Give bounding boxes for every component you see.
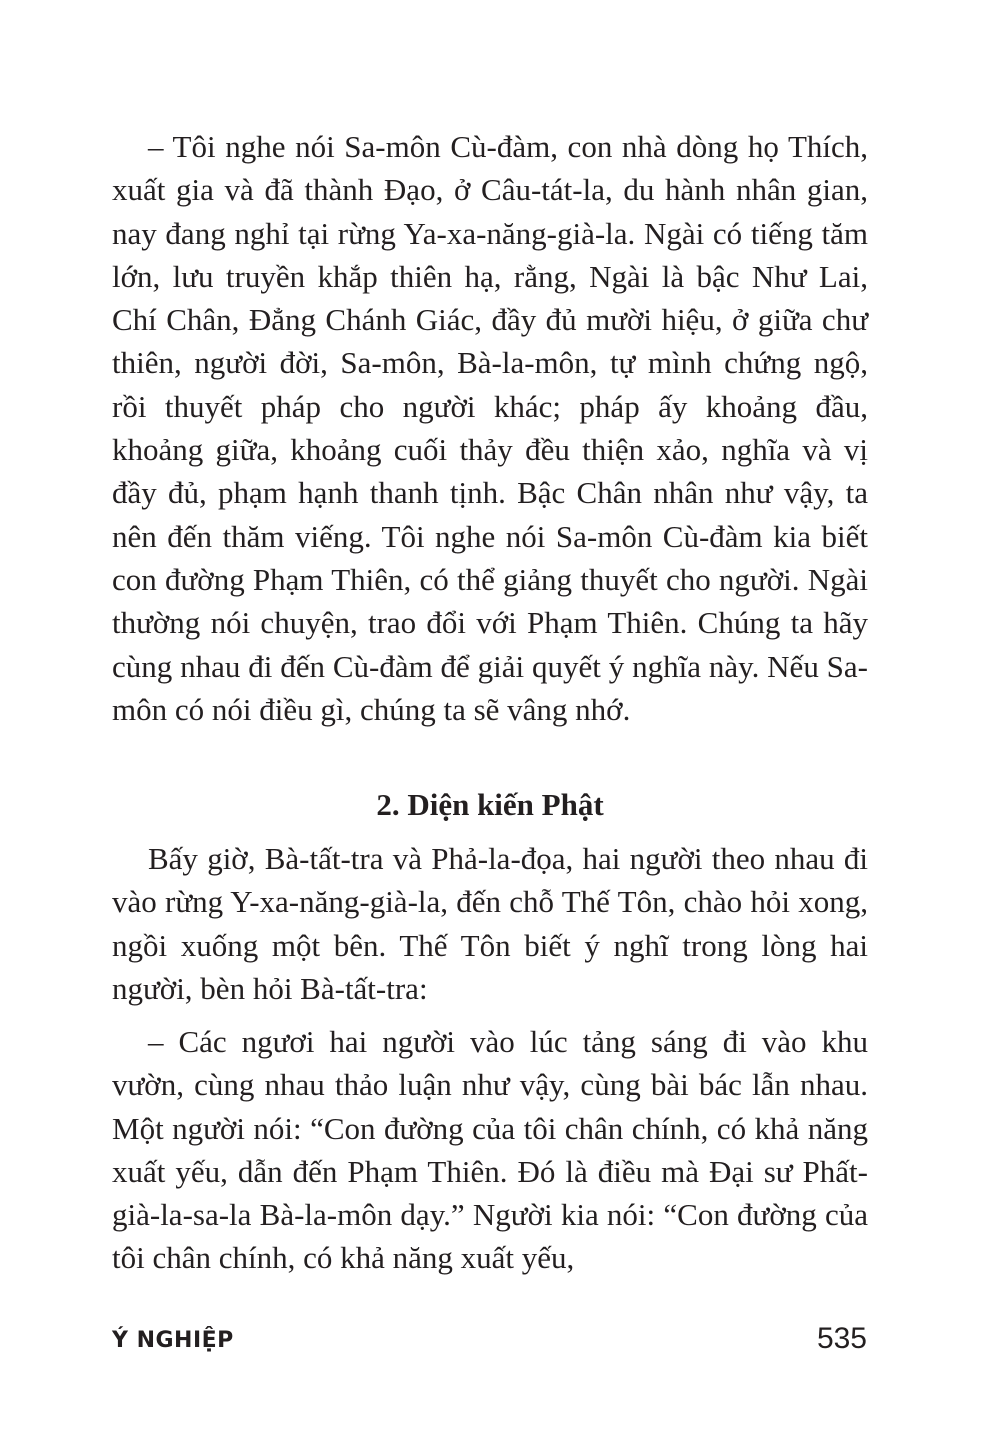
- paragraph-speech-2: – Các ngươi hai người vào lúc tảng sáng đi vào khu vườn, cùng nhau thảo luận như vậy, cùng bài bác lẫn nhau. Một người nói: “Con đường của tôi chân chính, có khả năng xuất yếu, dẫn đến Phạm Thiên. Đó là điều mà Đại sư Phất-già-la-sa-la Bà-la-môn dạy.” Người kia nói: “Con đường của tôi chân chính, có khả năng xuất yếu,: [112, 1024, 868, 1276]
- paragraph-narration: Bấy giờ, Bà-tất-tra và Phả-la-đọa, hai người theo nhau đi vào rừng Y-xa-năng-già-la, đến chỗ Thế Tôn, chào hỏi xong, ngồi xuống một bên. Thế Tôn biết ý nghĩ trong lòng hai người, bèn hỏi Bà-tất-tra:: [112, 841, 868, 1006]
- section-heading: 2. Diện kiến Phật: [376, 787, 604, 822]
- body-text-block: [112, 1020, 868, 1280]
- running-footer-title: Ý NGHIỆP: [112, 1328, 234, 1353]
- paragraph-speech-1: – Tôi nghe nói Sa-môn Cù-đàm, con nhà dòng họ Thích, xuất gia và đã thành Đạo, ở Câu-tát-la, du hành nhân gian, nay đang nghỉ tại rừng Ya-xa-năng-già-la. Ngài có tiếng tăm lớn, lưu truyền khắp thiên hạ, rằng, Ngài là bậc Như Lai, Chí Chân, Đẳng Chánh Giác, đầy đủ mười hiệu, ở giữa chư thiên, người đời, Sa-môn, Bà-la-môn, tự mình chứng ngộ, rồi thuyết pháp cho người khác; pháp ấy khoảng đầu, khoảng giữa, khoảng cuối thảy đều thiện xảo, nghĩa và vị đầy đủ, phạm hạnh thanh tịnh. Bậc Chân nhân như vậy, ta nên đến thăm viếng. Tôi nghe nói Sa-môn Cù-đàm kia biết con đường Phạm Thiên, có thể giảng thuyết cho người. Ngài thường nói chuyện, trao đổi với Phạm Thiên. Chúng ta hãy cùng nhau đi đến Cù-đàm để giải quyết ý nghĩa này. Nếu Sa-môn có nói điều gì, chúng ta sẽ vâng nhớ.: [112, 129, 868, 727]
- body-text-block: [112, 837, 868, 1010]
- page-number: 535: [816, 1322, 867, 1355]
- body-text-block: [112, 125, 868, 731]
